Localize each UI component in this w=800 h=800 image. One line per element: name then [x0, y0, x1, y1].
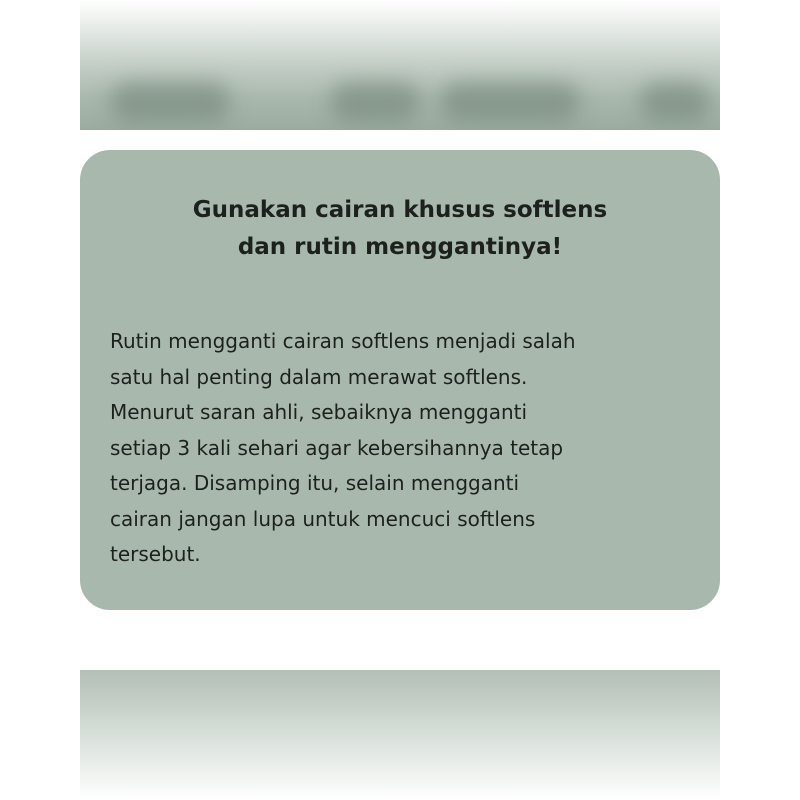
card-body-line: setiap 3 kali sehari agar kebersihannya tetap	[110, 435, 564, 460]
card-body-line: cairan jangan lupa untuk mencuci softlens	[110, 506, 536, 531]
card-body-line: terjaga. Disamping itu, selain mengganti	[110, 471, 520, 495]
card-title	[80, 192, 720, 266]
blurred-shape	[110, 82, 230, 122]
card-body-line: satu hal penting dalam merawat softlens.	[110, 364, 528, 389]
card-title-line: Gunakan cairan khusus softlens	[192, 197, 608, 223]
blurred-shape	[440, 82, 580, 122]
card-body-line: tersebut.	[110, 542, 201, 566]
card-title-line: dan rutin menggantinya!	[237, 234, 563, 260]
bottom-blurred-panel	[80, 670, 720, 800]
card-body-line: Rutin mengganti cairan softlens menjadi salah	[110, 329, 576, 353]
top-blurred-panel	[80, 0, 720, 130]
blurred-shape	[330, 82, 420, 122]
card-body-text	[110, 324, 700, 573]
card-body-line: Menurut saran ahli, sebaiknya mengganti	[110, 400, 528, 424]
blurred-shape	[640, 82, 710, 122]
tip-card	[80, 150, 720, 610]
